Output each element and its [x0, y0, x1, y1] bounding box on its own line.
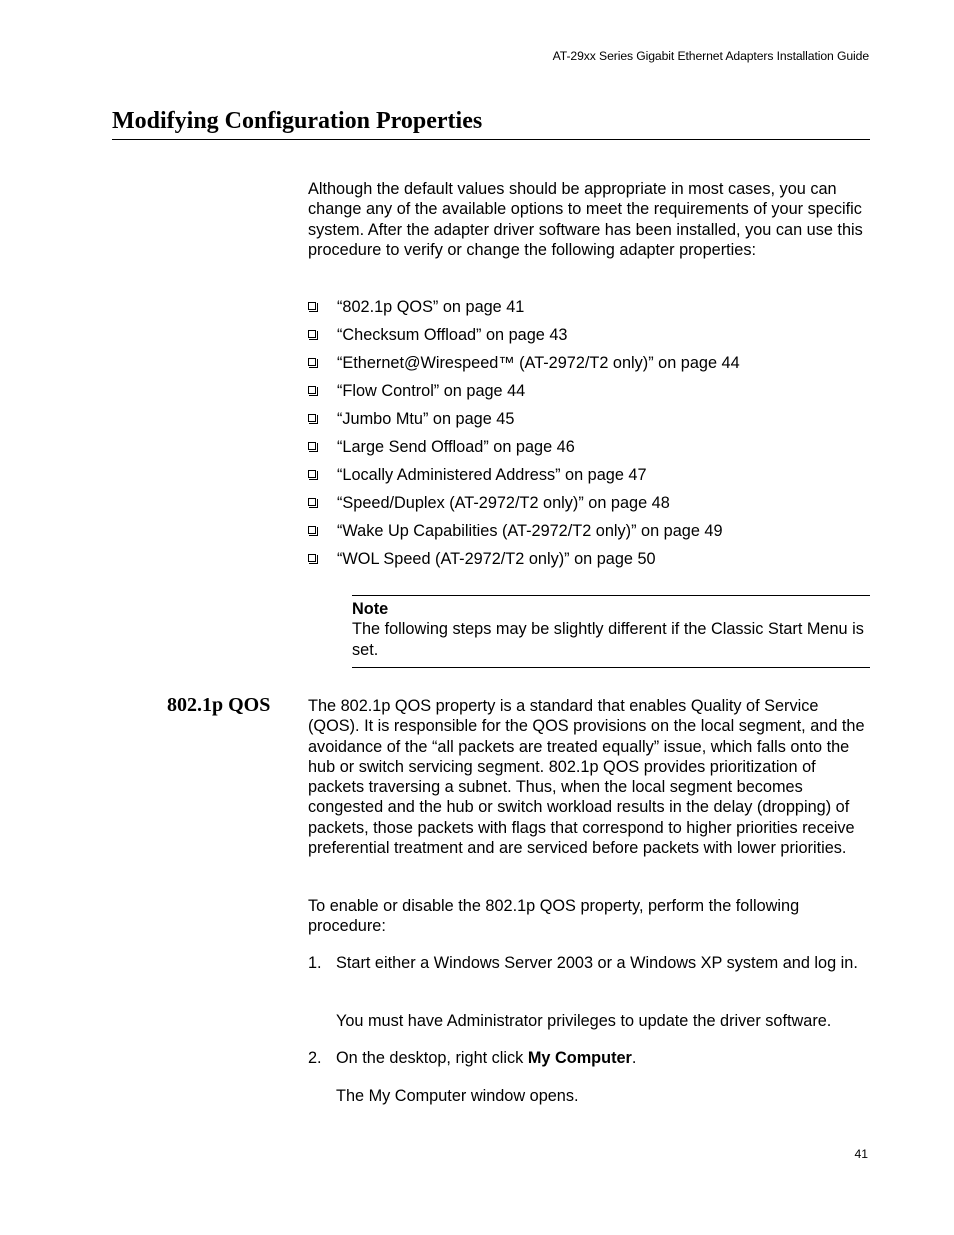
list-item — [308, 436, 870, 464]
list-item-text: “Checksum Offload” on page 43 — [337, 326, 568, 344]
list-item — [308, 520, 870, 548]
checkbox-bullet-icon — [308, 498, 316, 506]
procedure-intro: To enable or disable the 802.1p QOS property, perform the following procedure: — [308, 897, 800, 936]
page-number: 41 — [854, 1147, 868, 1161]
list-item — [308, 380, 870, 408]
section-title: 802.1p QOS — [167, 694, 271, 716]
step-text-bold: My Computer — [527, 1049, 632, 1067]
running-header: AT-29xx Series Gigabit Ethernet Adapters Installation Guide — [552, 49, 869, 63]
step-text-plain: On the desktop, right click — [336, 1049, 528, 1067]
section-paragraph: The 802.1p QOS property is a standard that enables Quality of Service (QOS). It is responsible for the QOS provisions on the local segment, and the avoidance of the “all packets are treated equally” issue, which falls onto the hub or switch servicing segment. 802.1p QOS provides prioritization of packets traversing a subnet. Thus, when the local segment becomes congested and the hub or switch workload results in the delay (dropping) of packets, those packets with flags that correspond to higher priorities receive preferential treatment and are serviced before packets with lower priorities. — [308, 697, 865, 858]
list-item — [308, 464, 870, 492]
list-item — [308, 324, 870, 352]
list-item — [308, 352, 870, 380]
step-1 — [308, 953, 870, 973]
checkbox-bullet-icon — [308, 554, 316, 562]
note-heading: Note — [352, 600, 389, 618]
checkbox-bullet-icon — [308, 330, 316, 338]
checkbox-bullet-icon — [308, 470, 316, 478]
list-item-text: “Locally Administered Address” on page 47 — [337, 466, 647, 484]
list-item-text: “802.1p QOS” on page 41 — [337, 298, 525, 316]
step-number: 1. — [308, 954, 322, 972]
checkbox-bullet-icon — [308, 386, 316, 394]
list-item-text: “Flow Control” on page 44 — [337, 382, 526, 400]
note-text: The following steps may be slightly different if the Classic Start Menu is set. — [352, 620, 864, 659]
checkbox-bullet-icon — [308, 526, 316, 534]
checkbox-bullet-icon — [308, 302, 316, 310]
list-item-text: “Speed/Duplex (AT-2972/T2 only)” on page 48 — [337, 494, 670, 512]
list-item-text: “Ethernet@Wirespeed™ (AT-2972/T2 only)” on page 44 — [337, 354, 740, 372]
step-text-end: . — [631, 1049, 637, 1067]
step-text — [336, 1048, 870, 1068]
list-item — [308, 408, 870, 436]
list-item — [308, 548, 870, 576]
list-item — [308, 492, 870, 520]
list-item-text: “Large Send Offload” on page 46 — [337, 438, 575, 456]
list-item-text: “Wake Up Capabilities (AT-2972/T2 only)” on page 49 — [337, 522, 723, 540]
step-2-note — [308, 1086, 870, 1106]
step-2 — [308, 1048, 870, 1068]
checkbox-bullet-icon — [308, 442, 316, 450]
list-item — [308, 296, 870, 324]
checkbox-bullet-icon — [308, 414, 316, 422]
checkbox-bullet-icon — [308, 358, 316, 366]
properties-list — [308, 296, 870, 576]
intro-paragraph: Although the default values should be appropriate in most cases, you can change any of the available options to meet the requirements of your specific system. After the adapter driver software has been installed, you can use this procedure to verify or change the following adapter properties: — [308, 180, 863, 259]
step-1-note — [308, 1011, 870, 1031]
step-note-text: The My Computer window opens. — [336, 1087, 579, 1105]
note-box — [352, 595, 870, 668]
step-number: 2. — [308, 1049, 322, 1067]
chapter-title: Modifying Configuration Properties — [112, 106, 870, 140]
step-text: Start either a Windows Server 2003 or a Windows XP system and log in. — [336, 954, 858, 972]
list-item-text: “WOL Speed (AT-2972/T2 only)” on page 50 — [337, 550, 656, 568]
list-item-text: “Jumbo Mtu” on page 45 — [337, 410, 515, 428]
step-note-text: You must have Administrator privileges to update the driver software. — [336, 1012, 832, 1030]
